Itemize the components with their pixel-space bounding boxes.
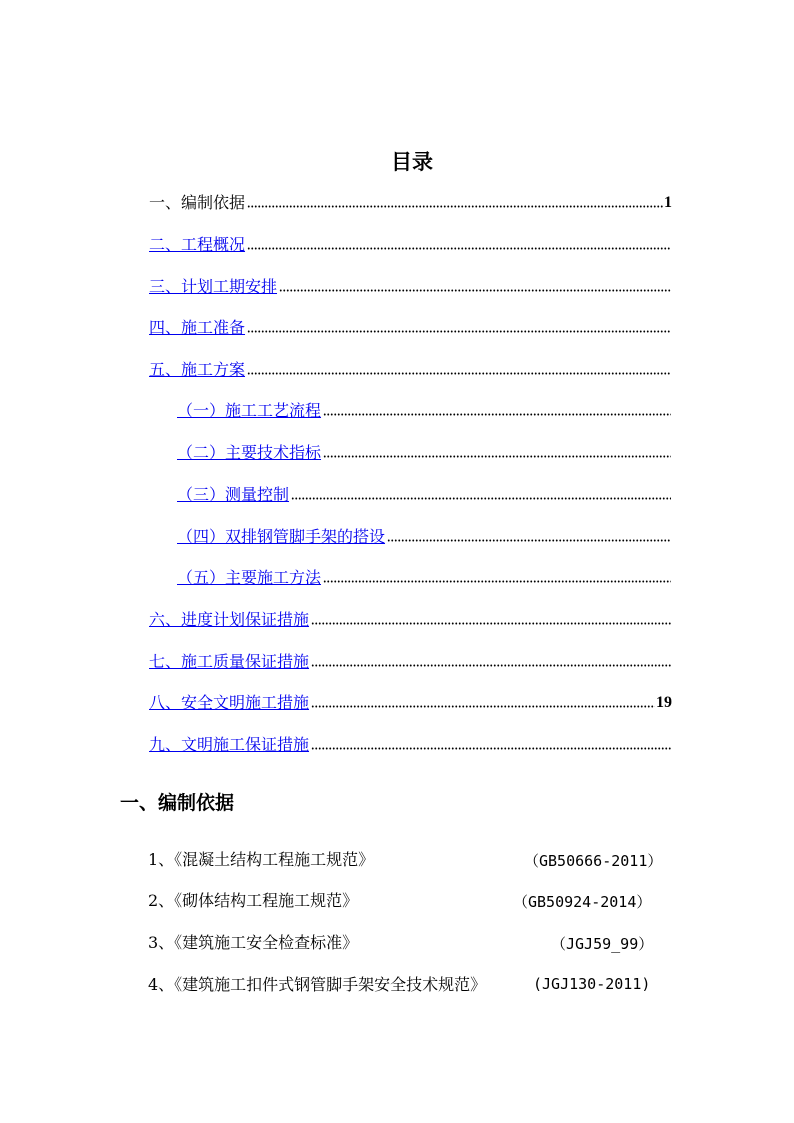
toc-entry-link[interactable]: （五）主要施工方法: [177, 568, 322, 587]
reference-code: (JGJ130-2011): [533, 975, 651, 993]
toc-entry-link[interactable]: 七、施工质量保证措施: [149, 652, 310, 671]
toc-entry[interactable]: [149, 273, 672, 297]
toc-leader-dots: [323, 580, 671, 583]
toc-subentry[interactable]: [177, 397, 672, 421]
toc-entry-link[interactable]: （三）测量控制: [177, 485, 290, 504]
toc-entry-page: 1: [664, 194, 672, 211]
reference-title: 2、《砌体结构工程施工规范》: [148, 891, 359, 910]
toc-entry[interactable]: [149, 231, 672, 255]
toc-entry-link[interactable]: 五、施工方案: [149, 360, 246, 379]
toc-subentry[interactable]: [177, 523, 672, 547]
toc-leader-dots: [291, 497, 671, 500]
reference-title: 4、《建筑施工扣件式钢管脚手架安全技术规范》: [148, 975, 487, 994]
toc-entry-label: 一、编制依据: [149, 193, 246, 212]
toc-subentry[interactable]: [177, 439, 672, 463]
reference-title: 3、《建筑施工安全检查标准》: [148, 933, 359, 952]
toc-leader-dots: [247, 372, 671, 375]
toc-leader-dots: [311, 705, 655, 708]
toc-entry-link[interactable]: 二、工程概况: [149, 235, 246, 254]
toc-leader-dots: [279, 289, 671, 292]
toc-entry[interactable]: [149, 731, 672, 755]
toc-entry[interactable]: [149, 606, 672, 630]
section-heading: 一、编制依据: [120, 792, 235, 814]
toc-subentry[interactable]: [177, 564, 672, 588]
toc-entry-link[interactable]: 六、进度计划保证措施: [149, 610, 310, 629]
toc-entry-link[interactable]: 三、计划工期安排: [149, 277, 278, 296]
toc-leader-dots: [311, 664, 671, 667]
reference-title: 1、《混凝土结构工程施工规范》: [148, 850, 375, 869]
reference-code: （GB50666-2011）: [524, 852, 663, 870]
toc-leader-dots: [247, 205, 663, 208]
toc-leader-dots: [323, 413, 671, 416]
toc-leader-dots: [247, 330, 671, 333]
toc-entry[interactable]: [149, 648, 672, 672]
toc-leader-dots: [247, 247, 671, 250]
toc-leader-dots: [387, 539, 671, 542]
reference-code: （JGJ59_99）: [551, 935, 654, 953]
toc-entry-link[interactable]: （二）主要技术指标: [177, 443, 322, 462]
toc-subentry[interactable]: [177, 481, 672, 505]
toc-entry-link[interactable]: 九、文明施工保证措施: [149, 735, 310, 754]
toc-entry-link[interactable]: 八、安全文明施工措施: [149, 693, 310, 712]
toc-entry-link[interactable]: 四、施工准备: [149, 318, 246, 337]
toc-entry[interactable]: [149, 314, 672, 338]
toc-entry-link[interactable]: （一）施工工艺流程: [177, 401, 322, 420]
toc-entry[interactable]: [149, 189, 672, 213]
toc-leader-dots: [311, 747, 671, 750]
toc-leader-dots: [311, 622, 671, 625]
toc-entry-page: 19: [656, 694, 672, 711]
toc-title: 目录: [391, 149, 433, 174]
toc-entry[interactable]: [149, 689, 672, 713]
reference-code: （GB50924-2014）: [513, 893, 652, 911]
toc-entry[interactable]: [149, 356, 672, 380]
toc-entry-link[interactable]: （四）双排钢管脚手架的搭设: [177, 527, 386, 546]
toc-leader-dots: [323, 455, 671, 458]
